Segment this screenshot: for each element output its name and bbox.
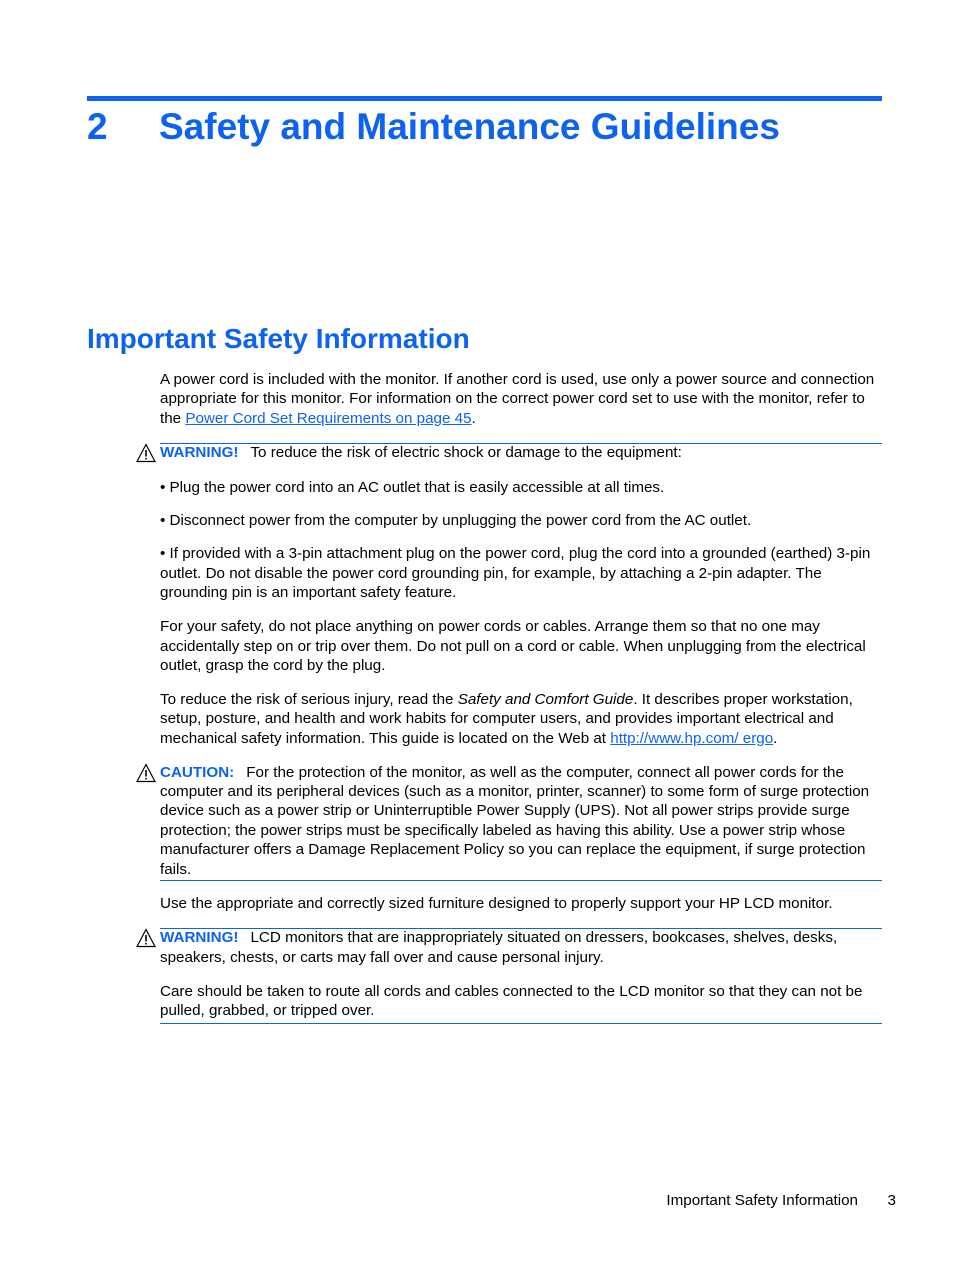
warning-label: WARNING! — [160, 929, 239, 947]
caution-paragraph — [160, 763, 882, 879]
power-cord-link[interactable]: Power Cord Set Requirements on page 45 — [185, 409, 472, 427]
guide-name: Safety and Comfort Guide — [457, 690, 634, 708]
guide-text: To reduce the risk of serious injury, read the — [160, 690, 458, 708]
caution-rule-bottom — [160, 880, 882, 881]
caution-note — [160, 763, 882, 879]
warning-paragraph — [160, 928, 882, 967]
chapter-title — [87, 106, 882, 148]
guide-paragraph — [160, 690, 882, 748]
chapter-number: 2 — [87, 106, 108, 147]
furniture-paragraph: Use the appropriate and correctly sized furniture designed to properly support your HP LCD monitor. — [160, 895, 833, 913]
warning-text: To reduce the risk of electric shock or damage to the equipment: — [250, 444, 682, 462]
intro-text: A power cord is included with the monitor. If another cord is used, use only a power source and connection appropriate for this monitor. For information on the correct power cord set to use with the monitor, refer to the — [160, 371, 875, 427]
warning-label: WARNING! — [160, 444, 239, 462]
warning-rule-bottom — [160, 1023, 882, 1024]
guide-text-end: . — [773, 729, 778, 747]
cords-paragraph: For your safety, do not place anything on power cords or cables. Arrange them so that no one may accidentally step on or trip over them. Do not pull on a cord or cable. When unplugging from the electrical outlet, grasp the cord by the plug. — [160, 618, 866, 674]
cables-paragraph: Care should be taken to route all cords and cables connected to the LCD monitor so that they can not be pulled, grabbed, or tripped over. — [160, 982, 863, 1020]
warning-line — [160, 443, 882, 462]
warning-triangle-icon — [136, 443, 156, 463]
warning-triangle-icon — [136, 928, 156, 948]
content — [160, 370, 882, 1024]
chapter-title-text: Safety and Maintenance Guidelines — [159, 106, 780, 147]
bullet-item: • Plug the power cord into an AC outlet that is easily accessible at all times. — [160, 478, 665, 496]
footer-section-label: Important Safety Information — [666, 1192, 858, 1209]
page-number: 3 — [887, 1192, 896, 1209]
hp-ergo-link[interactable]: http://www.hp.com/ ergo — [610, 729, 774, 747]
section-title: Important Safety Information — [87, 323, 470, 354]
bullet-item: • If provided with a 3-pin attachment plug on the power cord, plug the cord into a grounded (earthed) 3-pin outlet. Do not disable the power cord grounding pin, for example, by attaching a 2-pin adapter. The grounding pin is an important safety feature. — [160, 545, 871, 602]
intro-paragraph — [160, 370, 882, 428]
warning-text: LCD monitors that are inappropriately situated on dressers, bookcases, shelves, desks, speakers, chests, or carts may fall over and cause personal injury. — [160, 929, 838, 966]
caution-label: CAUTION: — [160, 763, 235, 781]
warning-note-1 — [160, 443, 882, 748]
bullet-item: • Disconnect power from the computer by unplugging the power cord from the AC outlet. — [160, 512, 752, 530]
caution-text: For the protection of the monitor, as well as the computer, connect all power cords for the computer and its peripheral devices (such as a monitor, printer, scanner) to some form of surge protection device such as a power strip or Uninterruptible Power Supply (UPS). Not all power strips provide surge protection; the power strips must be specifically labeled as having this ability. Use a power strip whose manufacturer offers a Damage Replacement Policy so you can replace the equipment, if surge protection fails. — [160, 763, 870, 878]
guide-text-middle: . It describes proper workstation, setup, posture, and health and work habits for computer users, and provides important electrical and mechanical safety information. This guide is located on the Web at — [160, 690, 853, 747]
warning-note-2 — [160, 928, 882, 1020]
chapter-rule — [87, 96, 882, 101]
intro-text-end: . — [471, 409, 476, 427]
warning-triangle-icon — [136, 763, 156, 783]
